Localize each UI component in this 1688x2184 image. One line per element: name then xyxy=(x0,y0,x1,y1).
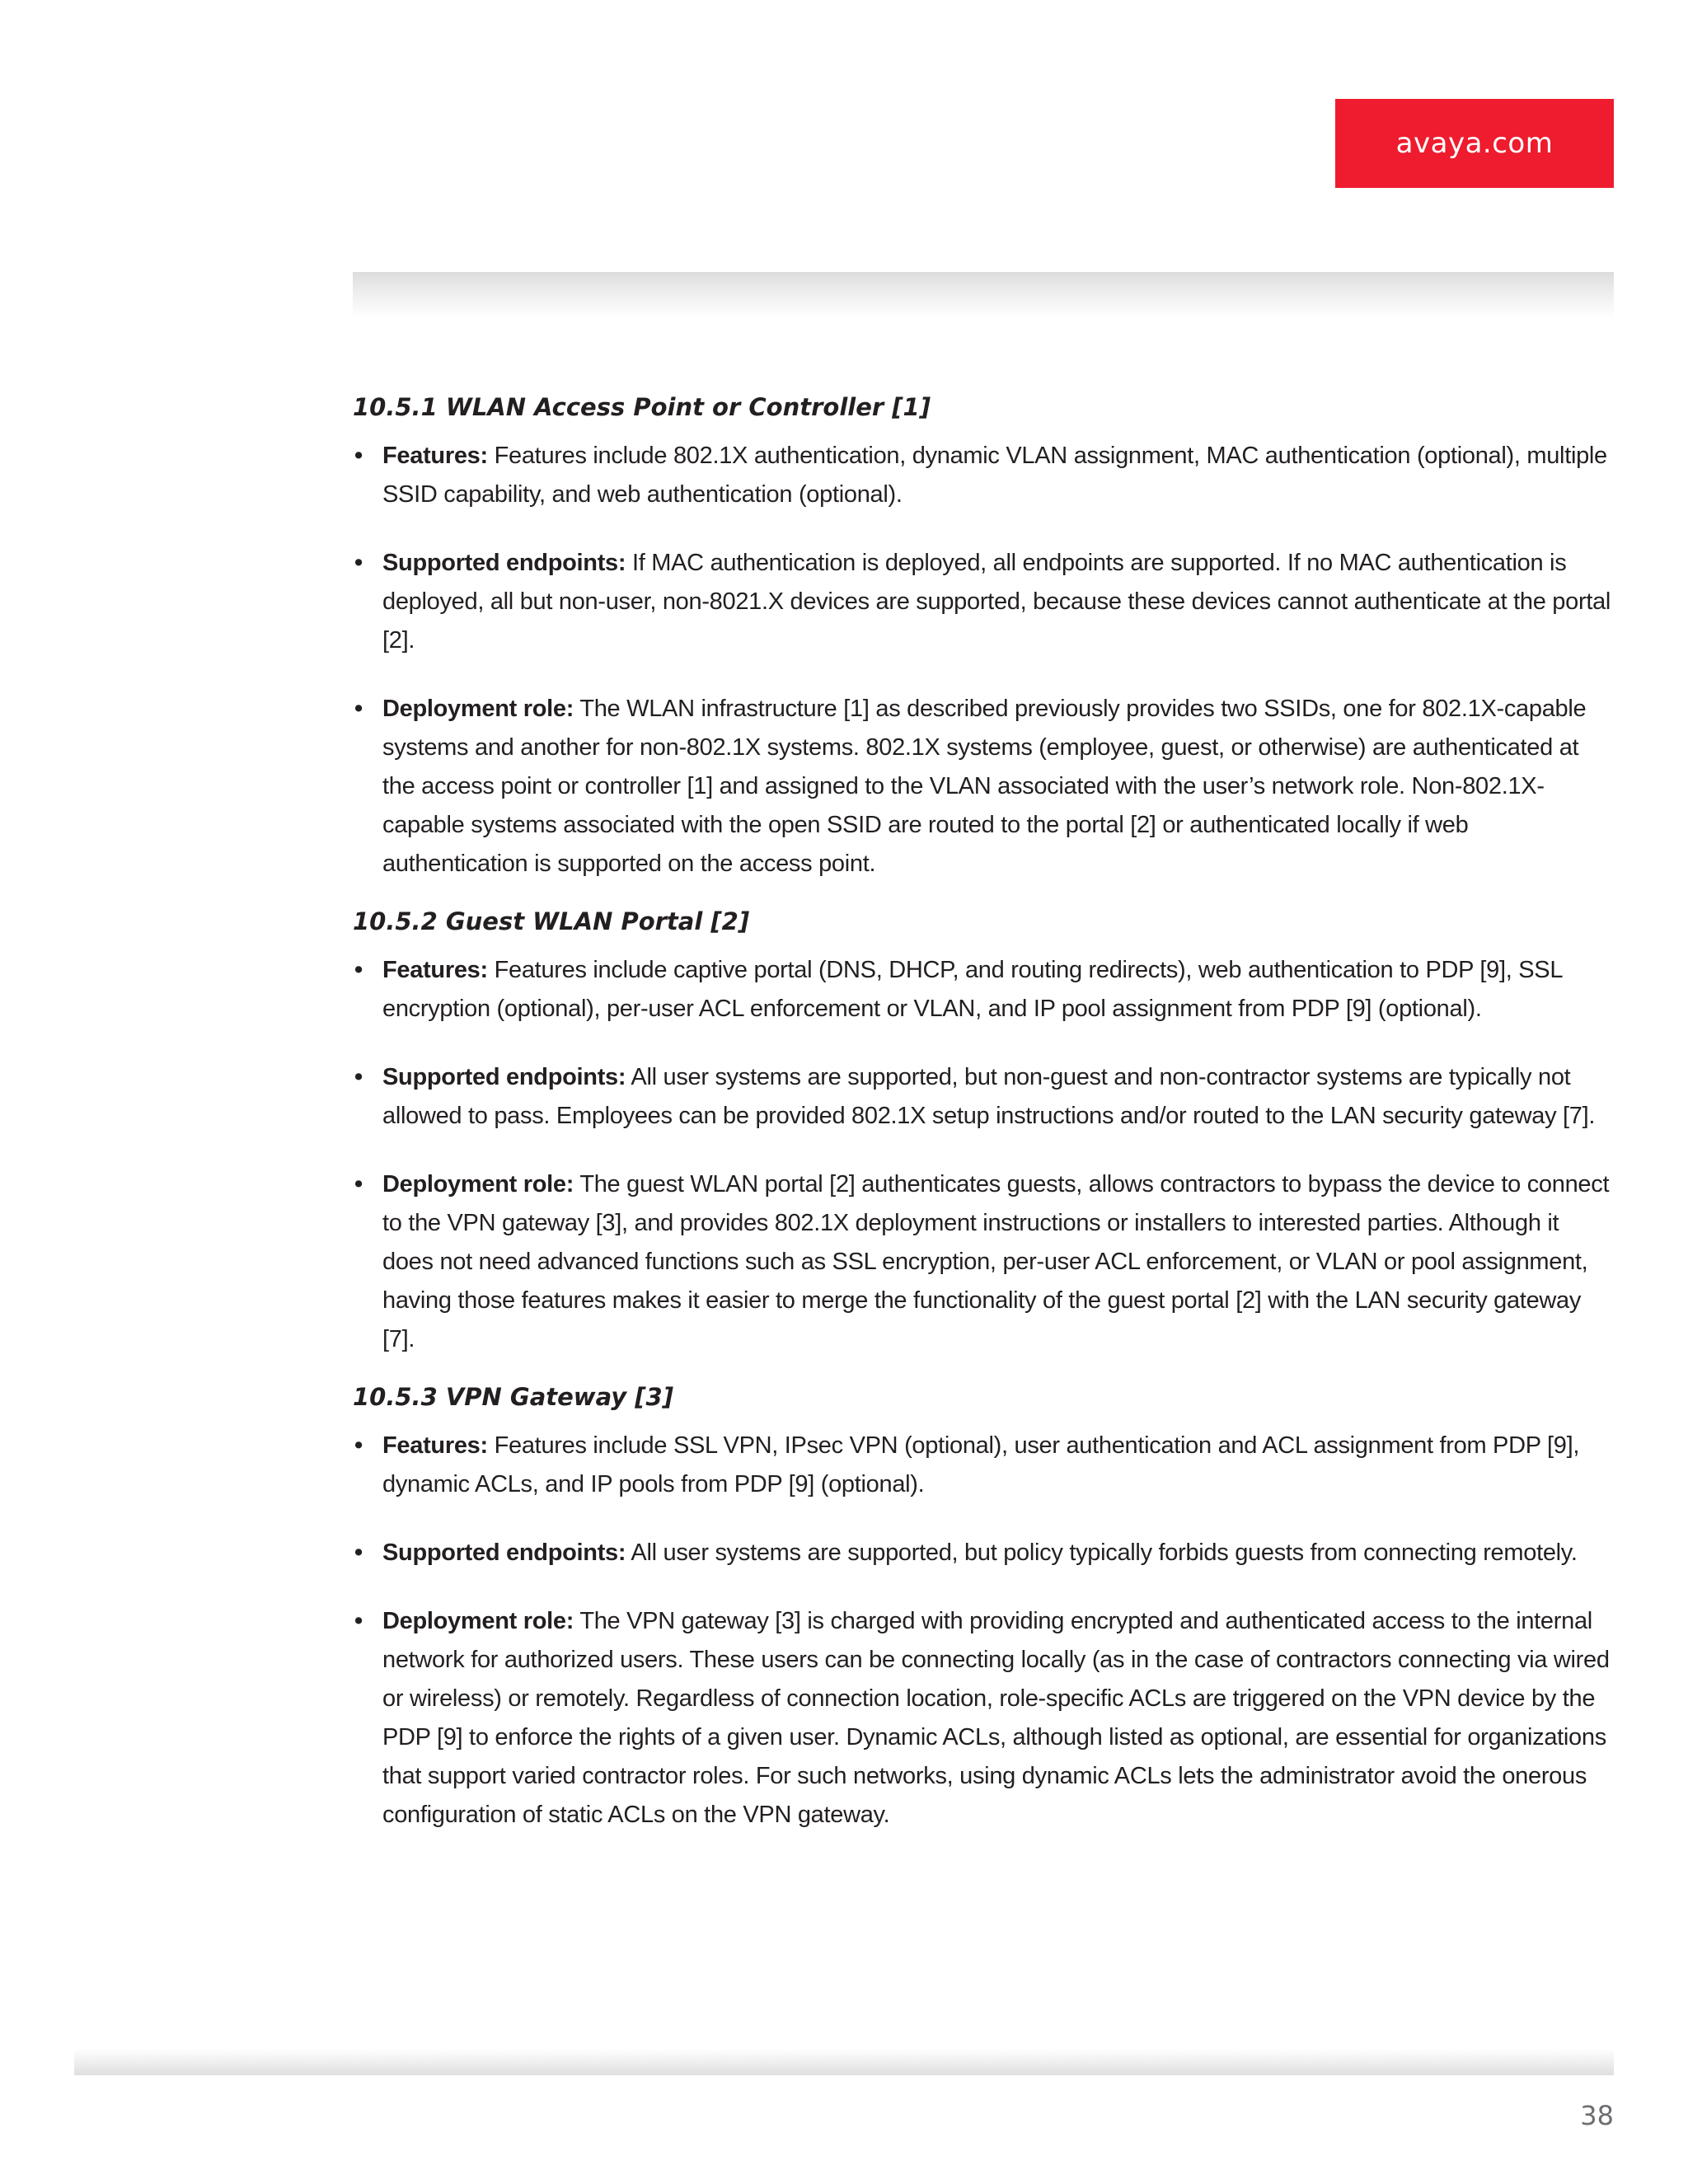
item-term: Features: xyxy=(382,1432,488,1459)
bullet-icon: • xyxy=(354,1608,363,1634)
list-item-deployment-role xyxy=(353,1165,1615,1359)
bullet-list-wlan-access-point xyxy=(353,437,1615,883)
bullet-icon: • xyxy=(354,957,363,983)
bullet-icon: • xyxy=(354,550,363,576)
bullet-list-vpn-gateway xyxy=(353,1427,1615,1835)
brand-badge[interactable]: avaya.com xyxy=(1335,99,1614,188)
list-item-supported-endpoints xyxy=(353,544,1615,660)
item-term: Supported endpoints: xyxy=(382,1540,626,1566)
section-heading-vpn-gateway: 10.5.3 VPN Gateway [3] xyxy=(353,1383,673,1411)
item-text: All user systems are supported, but policy typically forbids guests from connecting remotely. xyxy=(631,1540,1578,1566)
item-text: Features include 802.1X authentication, dynamic VLAN assignment, MAC authentication (optional), multiple SSID capability, and web authentication (optional). xyxy=(382,443,1607,508)
section-heading-guest-wlan-portal: 10.5.2 Guest WLAN Portal [2] xyxy=(353,907,750,935)
bullet-icon: • xyxy=(354,443,363,469)
bullet-icon: • xyxy=(354,696,363,722)
item-term: Deployment role: xyxy=(382,1608,574,1634)
item-text: All user systems are supported, but non-guest and non-contractor systems are typically not allowed to pass. Employees can be provided 802.1X setup instructions and/or routed to the LAN security gateway [7]. xyxy=(382,1064,1596,1129)
item-term: Features: xyxy=(382,443,488,469)
document-body xyxy=(353,387,1615,1853)
item-term: Supported endpoints: xyxy=(382,550,626,576)
item-term: Supported endpoints: xyxy=(382,1064,626,1090)
item-text: Features include captive portal (DNS, DHCP, and routing redirects), web authentication to PDP [9], SSL encryption (optional), per-user ACL enforcement or VLAN, and IP pool assignment from PDP [9] (optional). xyxy=(382,957,1563,1022)
item-text: The guest WLAN portal [2] authenticates guests, allows contractors to bypass the device to connect to the VPN gateway [3], and provides 802.1X deployment instructions or installers to interested parties. Although it does not need advanced functions such as SSL encryption, per-user ACL enforcement, or VLAN or pool assignment, having those features makes it easier to merge the functionality of the guest portal [2] with the LAN security gateway [7]. xyxy=(382,1171,1610,1352)
list-item-features xyxy=(353,951,1615,1029)
item-term: Deployment role: xyxy=(382,1171,574,1197)
list-item-deployment-role xyxy=(353,690,1615,883)
list-item-supported-endpoints xyxy=(353,1534,1615,1572)
page-number: 38 xyxy=(1580,2100,1614,2131)
item-term: Deployment role: xyxy=(382,696,574,722)
bullet-icon: • xyxy=(354,1171,363,1197)
item-text: The WLAN infrastructure [1] as described previously provides two SSIDs, one for 802.1X-capable systems and another for non-802.1X systems. 802.1X systems (employee, guest, or otherwise) are authenticated at the access point or controller [1] and assigned to the VLAN associated with the user’s network role. Non-802.1X-capable systems associated with the open SSID are routed to the portal [2] or authenticated locally if web authentication is supported on the access point. xyxy=(382,696,1587,877)
item-text: The VPN gateway [3] is charged with providing encrypted and authenticated access to the internal network for authorized users. These users can be connecting locally (as in the case of contractors connecting via wired or wireless) or remotely. Regardless of connection location, role-specific ACLs are triggered on the VPN device by the PDP [9] to enforce the rights of a given user. Dynamic ACLs, although listed as optional, are essential for organizations that support varied contractor roles. For such networks, using dynamic ACLs lets the administrator avoid the onerous configuration of static ACLs on the VPN gateway. xyxy=(382,1608,1610,1828)
header-divider-band xyxy=(353,272,1614,318)
section-heading-wlan-access-point: 10.5.1 WLAN Access Point or Controller [1] xyxy=(353,393,931,421)
list-item-features xyxy=(353,437,1615,514)
item-text: If MAC authentication is deployed, all endpoints are supported. If no MAC authentication is deployed, all but non-user, non-8021.X devices are supported, because these devices cannot authenticate at the portal [2]. xyxy=(382,550,1611,654)
bullet-icon: • xyxy=(354,1540,363,1566)
list-item-features xyxy=(353,1427,1615,1504)
bullet-icon: • xyxy=(354,1064,363,1090)
bullet-icon: • xyxy=(354,1432,363,1459)
list-item-supported-endpoints xyxy=(353,1058,1615,1136)
footer-divider-band xyxy=(74,2049,1614,2075)
list-item-deployment-role xyxy=(353,1602,1615,1835)
item-term: Features: xyxy=(382,957,488,983)
bullet-list-guest-wlan-portal xyxy=(353,951,1615,1359)
item-text: Features include SSL VPN, IPsec VPN (optional), user authentication and ACL assignment from PDP [9], dynamic ACLs, and IP pools from PDP [9] (optional). xyxy=(382,1432,1580,1497)
